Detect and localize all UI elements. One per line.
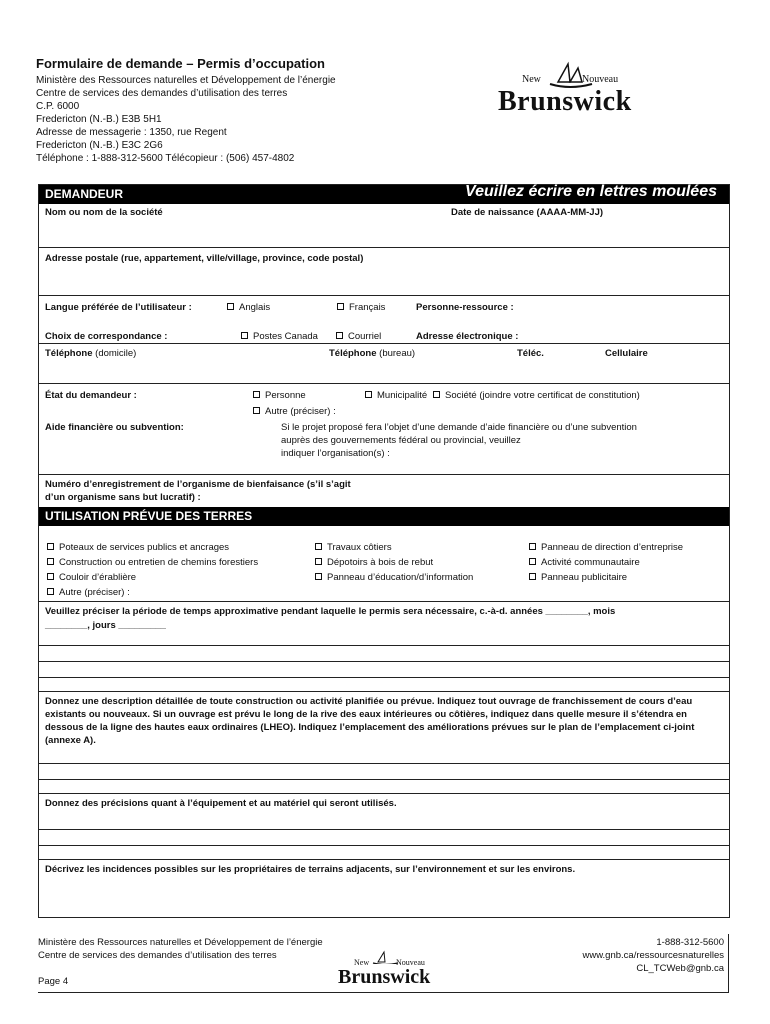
checkbox-icon	[241, 332, 248, 339]
equipment-field[interactable]: Donnez des précisions quant à l’équipement et au matériel qui seront utilisés.	[45, 798, 397, 809]
financial-aid-label: Aide financière ou subvention:	[45, 422, 184, 433]
period-line-2[interactable]: ________, jours _________	[45, 620, 166, 631]
form-title: Formulaire de demande – Permis d’occupation	[36, 56, 325, 71]
divider	[39, 829, 729, 830]
email-checkbox[interactable]: Courriel	[336, 331, 381, 342]
wood-dump-checkbox[interactable]: Dépotoirs à bois de rebut	[315, 557, 433, 568]
demandeur-title: DEMANDEUR	[45, 187, 123, 201]
utility-poles-checkbox[interactable]: Poteaux de services publics et ancrages	[47, 542, 229, 553]
charity-number-label-1: Numéro d’enregistrement de l’organisme de bienfaisance (s’il s’agit	[45, 479, 351, 490]
canada-post-checkbox[interactable]: Postes Canada	[241, 331, 318, 342]
divider	[39, 779, 729, 780]
logo-new: New	[522, 74, 541, 85]
divider	[39, 343, 729, 344]
page-footer	[38, 934, 729, 993]
divider	[39, 763, 729, 764]
divider	[39, 247, 729, 248]
divider	[39, 645, 729, 646]
other-use-checkbox[interactable]: Autre (préciser) :	[47, 587, 130, 598]
checkbox-icon	[47, 588, 54, 595]
other-status-checkbox[interactable]: Autre (préciser) :	[253, 406, 336, 417]
name-field[interactable]: Nom ou nom de la société	[45, 207, 163, 218]
courier-address-line: Adresse de messagerie : 1350, rue Regent	[36, 127, 227, 138]
coastal-works-checkbox[interactable]: Travaux côtiers	[315, 542, 392, 553]
forest-roads-checkbox[interactable]: Construction ou entretien de chemins forestiers	[47, 557, 258, 568]
french-checkbox[interactable]: Français	[337, 302, 385, 313]
birthdate-field[interactable]: Date de naissance (AAAA-MM-JJ)	[451, 207, 604, 218]
centre-line: Centre de services des demandes d’utilisation des terres	[36, 88, 288, 99]
checkbox-icon	[253, 407, 260, 414]
email-address-field[interactable]: Adresse électronique :	[416, 331, 519, 342]
logo-nouveau: Nouveau	[582, 74, 619, 85]
business-sign-checkbox[interactable]: Panneau de direction d’entreprise	[529, 542, 683, 553]
work-phone-field[interactable]: Téléphone (bureau)	[329, 348, 416, 359]
logo-brand: Brunswick	[498, 86, 632, 117]
checkbox-icon	[47, 573, 54, 580]
divider	[39, 474, 729, 475]
divider	[39, 601, 729, 602]
person-checkbox[interactable]: Personne	[253, 390, 306, 401]
impacts-field[interactable]: Décrivez les incidences possibles sur les propriétaires de terrains adjacents, sur l’environnement et sur les environs.	[45, 864, 576, 875]
checkbox-icon	[529, 558, 536, 565]
checkbox-icon	[315, 558, 322, 565]
applicant-status-label: État du demandeur :	[45, 390, 137, 401]
land-use-header	[39, 507, 729, 526]
footer-ministry: Ministère des Ressources naturelles et Développement de l’énergie	[38, 937, 323, 948]
language-label: Langue préférée de l’utilisateur :	[45, 302, 192, 313]
demandeur-header	[39, 185, 729, 204]
divider	[39, 677, 729, 678]
divider	[39, 845, 729, 846]
divider	[39, 383, 729, 384]
divider	[39, 661, 729, 662]
description-field[interactable]: Donnez une description détaillée de toute construction ou activité planifiée ou prévue. Indiquez tout ouvrage de franchissement de cours d’eau existants ou nouveaux. Si un ouvrage est prévu le long de la rive des eaux intérieures ou côtières, indiquez dans quelle mesure il s’étendra en dessous de la ligne des hautes eaux ordinaires (LHEO). Indiquez l’emplacement des améliorations prévues sur le plan de l’emplacement ci-joint (annexe A).	[45, 696, 695, 746]
checkbox-icon	[336, 332, 343, 339]
cell-field[interactable]: Cellulaire	[605, 348, 648, 359]
divider	[39, 859, 729, 860]
education-sign-checkbox[interactable]: Panneau d’éducation/d’information	[315, 572, 473, 583]
postal-address-field[interactable]: Adresse postale (rue, appartement, ville/village, province, code postal)	[45, 253, 364, 264]
maple-corridor-checkbox[interactable]: Couloir d’érablière	[47, 572, 136, 583]
period-line-1[interactable]: Veuillez préciser la période de temps approximative pendant laquelle le permis sera nécessaire, c.-à-d. années ________, mois	[45, 606, 616, 617]
company-checkbox[interactable]: Société (joindre votre certificat de constitution)	[433, 390, 640, 401]
footer-website[interactable]: www.gnb.ca/ressourcesnaturelles	[582, 950, 724, 961]
city-line-1: Fredericton (N.-B.) E3B 5H1	[36, 114, 162, 125]
ministry-line: Ministère des Ressources naturelles et Développement de l’énergie	[36, 75, 336, 86]
advertising-sign-checkbox[interactable]: Panneau publicitaire	[529, 572, 627, 583]
checkbox-icon	[47, 558, 54, 565]
phone-fax-line: Téléphone : 1-888-312-5600 Télécopieur : (506) 457-4802	[36, 153, 295, 164]
aid-text-1: Si le projet proposé fera l’objet d’une demande d’aide financière ou d’une subvention	[281, 422, 637, 433]
aid-text-3[interactable]: indiquer l’organisation(s) :	[281, 448, 390, 459]
nb-logo-footer	[338, 956, 448, 992]
print-note: Veuillez écrire en lettres moulées	[465, 183, 717, 200]
footer-logo-brand: Brunswick	[338, 966, 431, 988]
city-line-2: Fredericton (N.-B.) E3C 2G6	[36, 140, 163, 151]
page-number: Page 4	[38, 976, 69, 987]
footer-logo-new: New	[354, 958, 370, 967]
english-checkbox[interactable]: Anglais	[227, 302, 270, 313]
checkbox-icon	[433, 391, 440, 398]
aid-text-2: auprès des gouvernements fédéral ou provincial, veuillez	[281, 435, 521, 446]
footer-logo-nouveau: Nouveau	[396, 958, 425, 967]
divider	[39, 295, 729, 296]
footer-centre: Centre de services des demandes d’utilisation des terres	[38, 950, 277, 961]
po-box-line: C.P. 6000	[36, 101, 80, 112]
checkbox-icon	[529, 573, 536, 580]
contact-person-field[interactable]: Personne-ressource :	[416, 302, 514, 313]
checkbox-icon	[529, 543, 536, 550]
charity-number-field[interactable]: d’un organisme sans but lucratif) :	[45, 492, 201, 503]
nb-logo	[498, 60, 648, 120]
land-use-title: UTILISATION PRÉVUE DES TERRES	[45, 509, 253, 523]
checkbox-icon	[47, 543, 54, 550]
divider	[39, 793, 729, 794]
checkbox-icon	[337, 303, 344, 310]
checkbox-icon	[365, 391, 372, 398]
divider	[39, 691, 729, 692]
correspondance-label: Choix de correspondance :	[45, 331, 168, 342]
checkbox-icon	[253, 391, 260, 398]
footer-email[interactable]: CL_TCWeb@gnb.ca	[636, 963, 724, 974]
checkbox-icon	[315, 573, 322, 580]
checkbox-icon	[315, 543, 322, 550]
application-form	[38, 184, 730, 918]
footer-phone: 1-888-312-5600	[656, 937, 724, 948]
municipality-checkbox[interactable]: Municipalité	[365, 390, 427, 401]
checkbox-icon	[227, 303, 234, 310]
community-activity-checkbox[interactable]: Activité communautaire	[529, 557, 640, 568]
fax-field[interactable]: Téléc.	[517, 348, 544, 359]
home-phone-field[interactable]: Téléphone (domicile)	[45, 348, 137, 359]
